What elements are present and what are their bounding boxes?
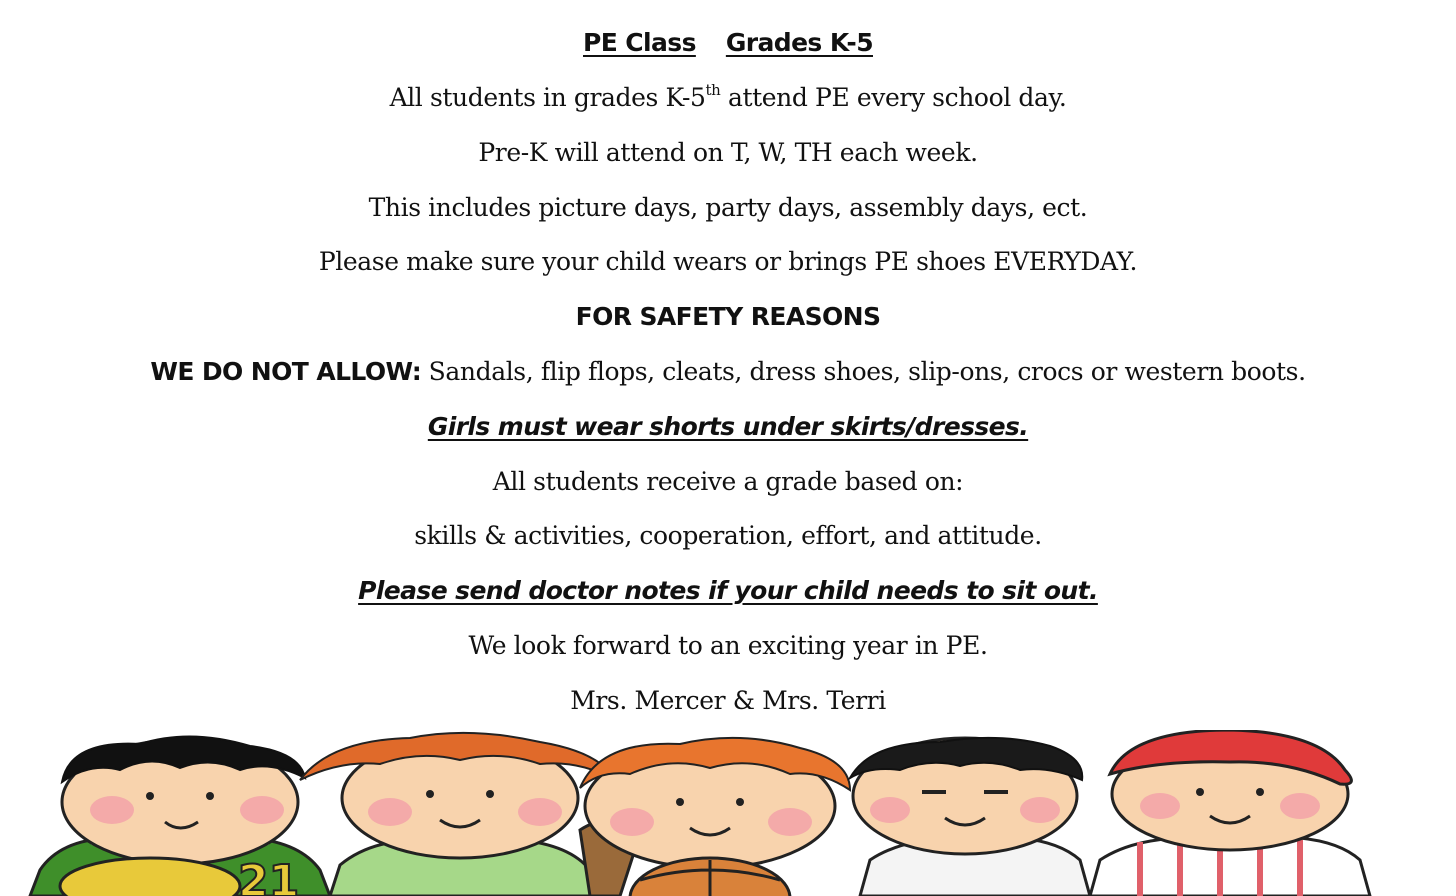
title-class: PE Class <box>583 28 696 57</box>
kids-clipart <box>0 730 1456 896</box>
not-allowed-line <box>0 356 1456 388</box>
kid-4-illustration <box>850 738 1090 896</box>
kid-1-illustration <box>30 736 330 896</box>
grade-intro-line: All students receive a grade based on: <box>492 467 964 496</box>
attendance-text-start: All students in grades K-5 <box>389 83 706 112</box>
ordinal-suffix: th <box>705 80 721 99</box>
grade-criteria-line: skills & activities, cooperation, effort, and attitude. <box>414 521 1042 550</box>
signature-line: Mrs. Mercer & Mrs. Terri <box>570 686 886 715</box>
attendance-text-end: attend PE every school day. <box>720 83 1067 112</box>
girls-shorts-note: Girls must wear shorts under skirts/dresses. <box>427 412 1029 441</box>
kid-5-illustration <box>1090 730 1370 896</box>
title-grades: Grades K-5 <box>725 28 873 57</box>
jersey-number: 21 <box>238 856 300 896</box>
doctor-notes-line: Please send doctor notes if your child needs to sit out. <box>358 576 1098 605</box>
attendance-line <box>0 82 1456 114</box>
prek-schedule-line: Pre-K will attend on T, W, TH each week. <box>478 138 978 167</box>
flyer-title <box>0 27 1456 59</box>
closing-line: We look forward to an exciting year in PE. <box>468 631 988 660</box>
not-allowed-items: Sandals, flip flops, cleats, dress shoes, slip-ons, crocs or western boots. <box>421 357 1306 386</box>
includes-days-line: This includes picture days, party days, assembly days, ect. <box>368 193 1088 222</box>
pe-shoes-line: Please make sure your child wears or brings PE shoes EVERYDAY. <box>318 247 1138 276</box>
safety-heading: FOR SAFETY REASONS <box>575 302 881 331</box>
not-allowed-label: WE DO NOT ALLOW: <box>150 357 422 386</box>
